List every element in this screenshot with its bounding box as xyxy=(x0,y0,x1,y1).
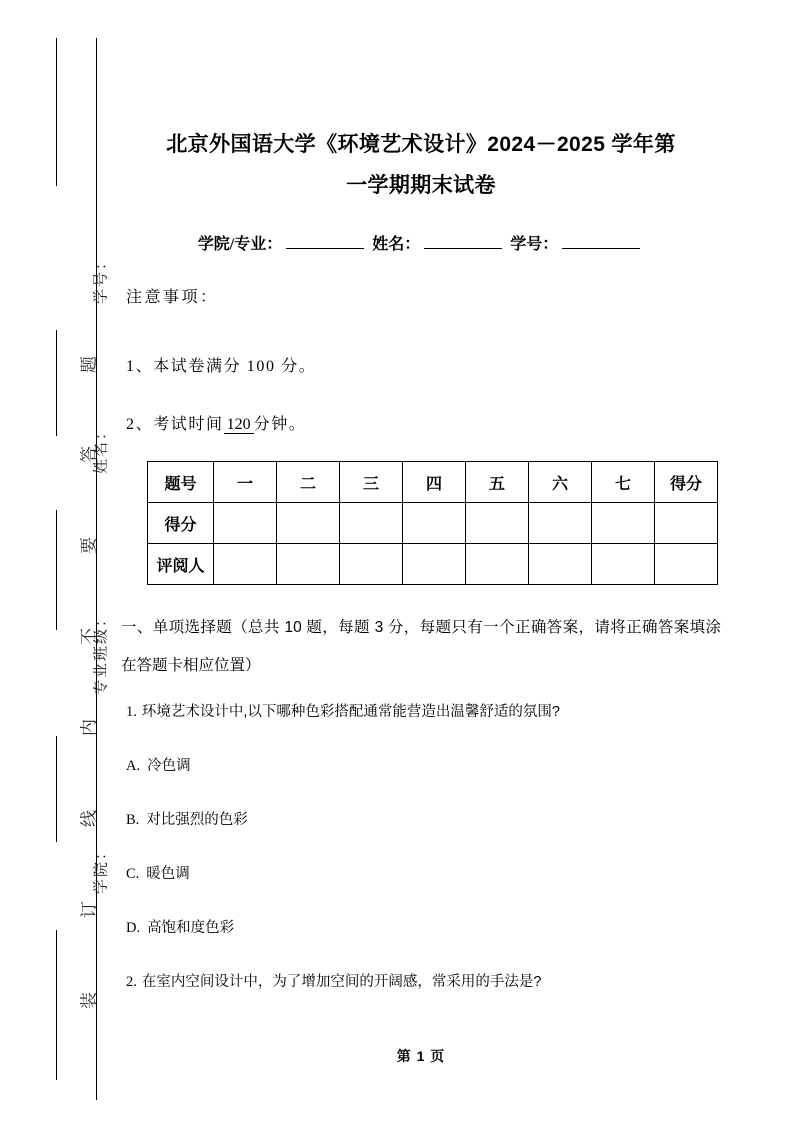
score-table-cell[interactable] xyxy=(655,503,718,544)
option-label: A. xyxy=(126,758,141,774)
score-table-cell[interactable] xyxy=(529,544,592,585)
question-1 xyxy=(126,699,721,725)
score-table-cell: 题号 xyxy=(148,462,214,503)
page-title xyxy=(121,124,721,206)
question-2-number: 2. xyxy=(126,974,137,990)
score-table-cell: 六 xyxy=(529,462,592,503)
sealing-margin xyxy=(0,0,110,1122)
score-table-cell: 五 xyxy=(466,462,529,503)
question-1-option-b[interactable] xyxy=(126,807,721,833)
student-id-blank[interactable] xyxy=(562,248,640,249)
score-table-cell: 得分 xyxy=(148,503,214,544)
score-table-cell[interactable] xyxy=(466,544,529,585)
seal-char-bu: 不 xyxy=(79,628,99,645)
note-item-2-suffix: 分钟。 xyxy=(253,416,307,433)
seal-blank-line-3 xyxy=(56,510,57,630)
question-1-number: 1. xyxy=(126,704,137,720)
section-heading-1: 一、单项选择题（总共 10 题，每题 3 分，每题只有一个正确答案，请将正确答案填涂在答题卡相应位置） xyxy=(121,619,721,674)
option-label: C. xyxy=(126,866,140,882)
seal-blank-line-4 xyxy=(56,736,57,842)
page-title-line-1: 北京外国语大学《环境艺术设计》2024－2025 学年第 xyxy=(166,133,676,156)
score-table-cell[interactable] xyxy=(592,544,655,585)
name-label: 姓名： xyxy=(372,236,421,253)
score-table-cell: 二 xyxy=(277,462,340,503)
seal-char-yao: 要 xyxy=(79,537,99,554)
score-table-cell[interactable] xyxy=(277,503,340,544)
seal-label-name: 姓名： xyxy=(93,423,110,475)
table-row xyxy=(148,462,718,503)
seal-char-xian: 线 xyxy=(79,810,99,827)
question-2 xyxy=(126,969,721,995)
score-table-cell: 评阅人 xyxy=(148,544,214,585)
score-table-cell[interactable] xyxy=(340,503,403,544)
college-major-blank[interactable] xyxy=(286,248,364,249)
seal-label-college: 学院： xyxy=(93,843,110,895)
question-2-text: 在室内空间设计中，为了增加空间的开阔感，常采用的手法是? xyxy=(141,974,542,990)
question-1-text: 环境艺术设计中,以下哪种色彩搭配通常能营造出温馨舒适的氛围? xyxy=(141,704,560,720)
option-text: 高饱和度色彩 xyxy=(147,920,235,936)
page-footer: 第 1 页 xyxy=(396,1048,446,1064)
score-table-cell[interactable] xyxy=(214,503,277,544)
seal-label-student-id: 学号： xyxy=(93,253,110,305)
notes-heading: 注意事项： xyxy=(126,289,219,306)
table-row xyxy=(148,544,718,585)
seal-char-da: 答 xyxy=(79,446,99,463)
name-blank[interactable] xyxy=(424,248,502,249)
option-text: 对比强烈的色彩 xyxy=(146,812,248,828)
student-id-label: 学号： xyxy=(510,236,559,253)
score-table-cell[interactable] xyxy=(277,544,340,585)
student-info-line xyxy=(121,231,721,254)
score-table xyxy=(147,461,718,585)
seal-char-ti: 题 xyxy=(79,356,99,373)
question-1-option-c[interactable] xyxy=(126,861,721,887)
seal-blank-line-5 xyxy=(56,930,57,1080)
score-table-cell: 七 xyxy=(592,462,655,503)
score-table-cell: 四 xyxy=(403,462,466,503)
question-1-option-a[interactable] xyxy=(126,753,721,779)
page-title-line-2: 一学期期末试卷 xyxy=(346,174,496,197)
score-table-cell[interactable] xyxy=(340,544,403,585)
college-major-label: 学院/专业： xyxy=(197,236,283,253)
score-table-cell: 一 xyxy=(214,462,277,503)
exam-sheet xyxy=(110,0,730,1122)
note-item-2 xyxy=(126,411,306,434)
option-text: 冷色调 xyxy=(147,758,191,774)
option-label: B. xyxy=(126,812,140,828)
seal-blank-line-2 xyxy=(56,330,57,436)
seal-char-nei: 内 xyxy=(79,719,99,736)
seal-label-class: 专业班级： xyxy=(93,610,110,696)
option-label: D. xyxy=(126,920,141,936)
seal-char-ding: 订 xyxy=(79,901,99,918)
score-table-cell: 得分 xyxy=(655,462,718,503)
score-table-cell[interactable] xyxy=(214,544,277,585)
table-row xyxy=(148,503,718,544)
score-table-cell[interactable] xyxy=(529,503,592,544)
score-table-cell: 三 xyxy=(340,462,403,503)
seal-char-zhuang: 装 xyxy=(79,992,99,1009)
score-table-cell[interactable] xyxy=(466,503,529,544)
score-table-cell[interactable] xyxy=(655,544,718,585)
note-item-2-prefix: 2、考试时间 xyxy=(126,416,224,433)
question-1-option-d[interactable] xyxy=(126,915,721,941)
note-item-1: 1、本试卷满分 100 分。 xyxy=(126,358,317,375)
score-table-cell[interactable] xyxy=(403,503,466,544)
option-text: 暖色调 xyxy=(146,866,190,882)
score-table-cell[interactable] xyxy=(403,544,466,585)
exam-duration-value: 120 xyxy=(224,416,254,434)
seal-blank-line-1 xyxy=(56,38,57,186)
score-table-cell[interactable] xyxy=(592,503,655,544)
